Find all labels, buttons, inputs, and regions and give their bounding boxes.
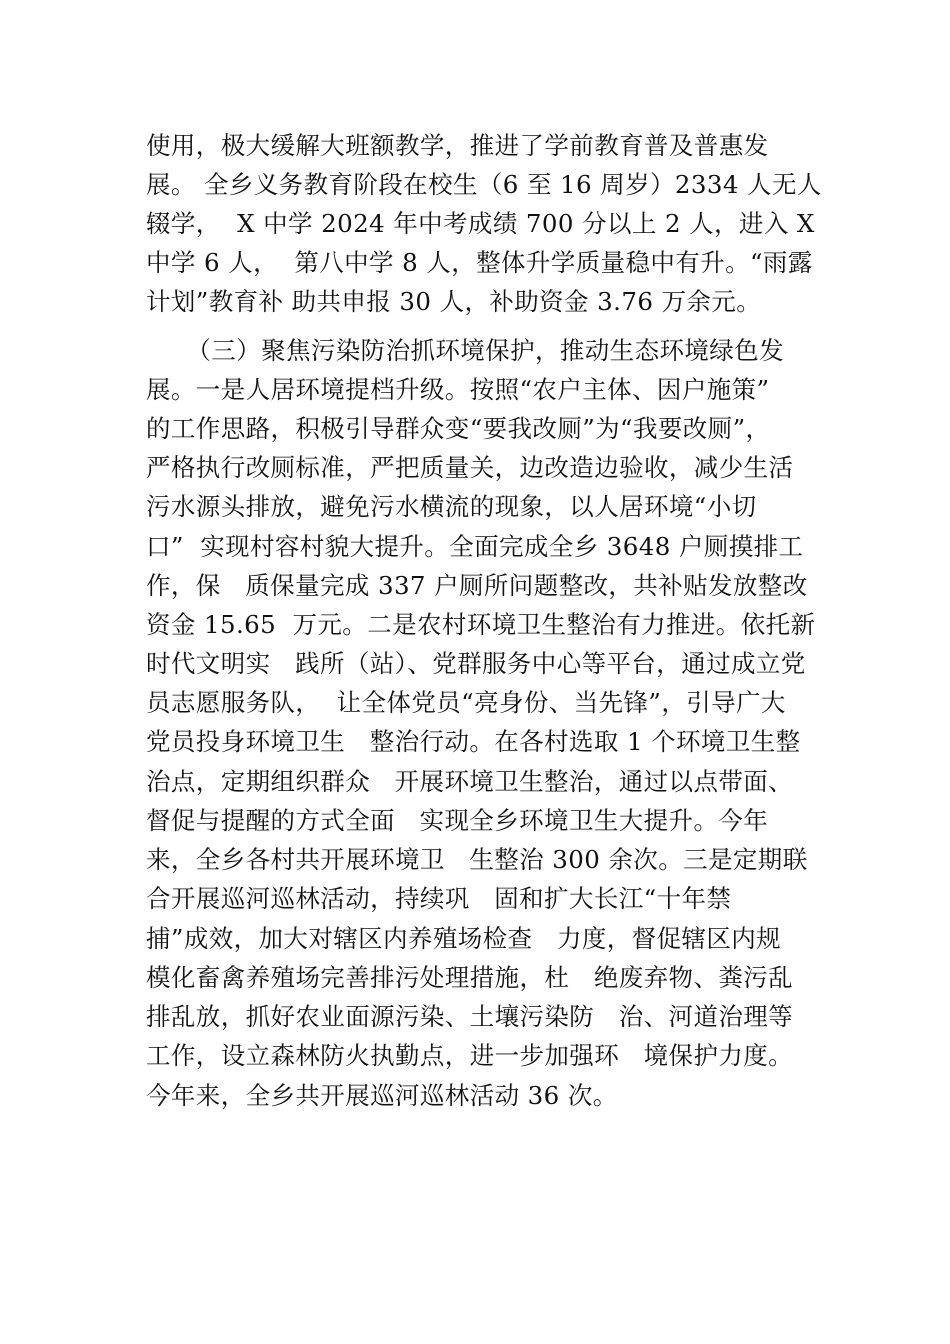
text-line: 展。 全乡义务教育阶段在校生（6 至 16 周岁）2334 人无人 bbox=[146, 170, 822, 199]
text-line: 展。一是人居环境提档升级。按照“农户主体、因户施策” bbox=[146, 375, 770, 404]
text-line: 合开展巡河巡林活动，持续巩 固和扩大长江“十年禁 bbox=[146, 884, 732, 913]
text-line: 排乱放，抓好农业面源污染、土壤污染防 治、河道治理等 bbox=[146, 1002, 794, 1031]
text-line: 辍学， X 中学 2024 年中考成绩 700 分以上 2 人，进入 X bbox=[146, 209, 815, 238]
text-line: 的工作思路，积极引导群众变“要我改厕”为“我要改厕”， bbox=[146, 414, 771, 443]
text-line: 中学 6 人， 第八中学 8 人，整体升学质量稳中有升。“雨露 bbox=[146, 248, 813, 277]
text-line: 作，保 质保量完成 337 户厕所问题整改，共补贴发放整改 bbox=[146, 571, 808, 600]
text-line: 模化畜禽养殖场完善排污处理措施，杜 绝废弃物、粪污乱 bbox=[146, 963, 794, 992]
text-line: 计划”教育补 助共申报 30 人，补助资金 3.76 万余元。 bbox=[146, 287, 762, 316]
text-line: 口” 实现村容村貌大提升。全面完成全乡 3648 户厕摸排工 bbox=[146, 532, 804, 561]
text-line: 督促与提醒的方式全面 实现全乡环境卫生大提升。今年 bbox=[146, 806, 769, 835]
text-line: 今年来，全乡共开展巡河巡林活动 36 次。 bbox=[146, 1081, 618, 1110]
text-line: 时代文明实 践所（站）、党群服务中心等平台，通过成立党 bbox=[146, 649, 806, 678]
text-line: 捕”成效，加大对辖区内养殖场检查 力度，督促辖区内规 bbox=[146, 924, 782, 953]
text-line: 党员投身环境卫生 整治行动。在各村选取 1 个环境卫生整 bbox=[146, 727, 801, 756]
text-line: 来，全乡各村共开展环境卫 生整治 300 余次。三是定期联 bbox=[146, 845, 808, 874]
text-line: 使用，极大缓解大班额教学，推进了学前教育普及普惠发 bbox=[146, 131, 769, 160]
text-line: 员志愿服务队， 让全体党员“亮身份、当先锋”，引导广大 bbox=[146, 688, 786, 717]
text-line: 污水源头排放，避免污水横流的现象，以人居环境“小切 bbox=[146, 492, 757, 521]
text-line: 治点，定期组织群众 开展环境卫生整治，通过以点带面、 bbox=[146, 767, 794, 796]
text-line: 资金 15.65 万元。二是农村环境卫生整治有力推进。依托新 bbox=[146, 610, 816, 639]
text-line: 严格执行改厕标准，严把质量关，边改造边验收，减少生活 bbox=[146, 453, 794, 482]
text-line: （三）聚焦污染防治抓环境保护，推动生态环境绿色发 bbox=[170, 336, 784, 365]
text-line: 工作，设立森林防火执勤点，进一步加强环 境保护力度。 bbox=[146, 1041, 794, 1070]
